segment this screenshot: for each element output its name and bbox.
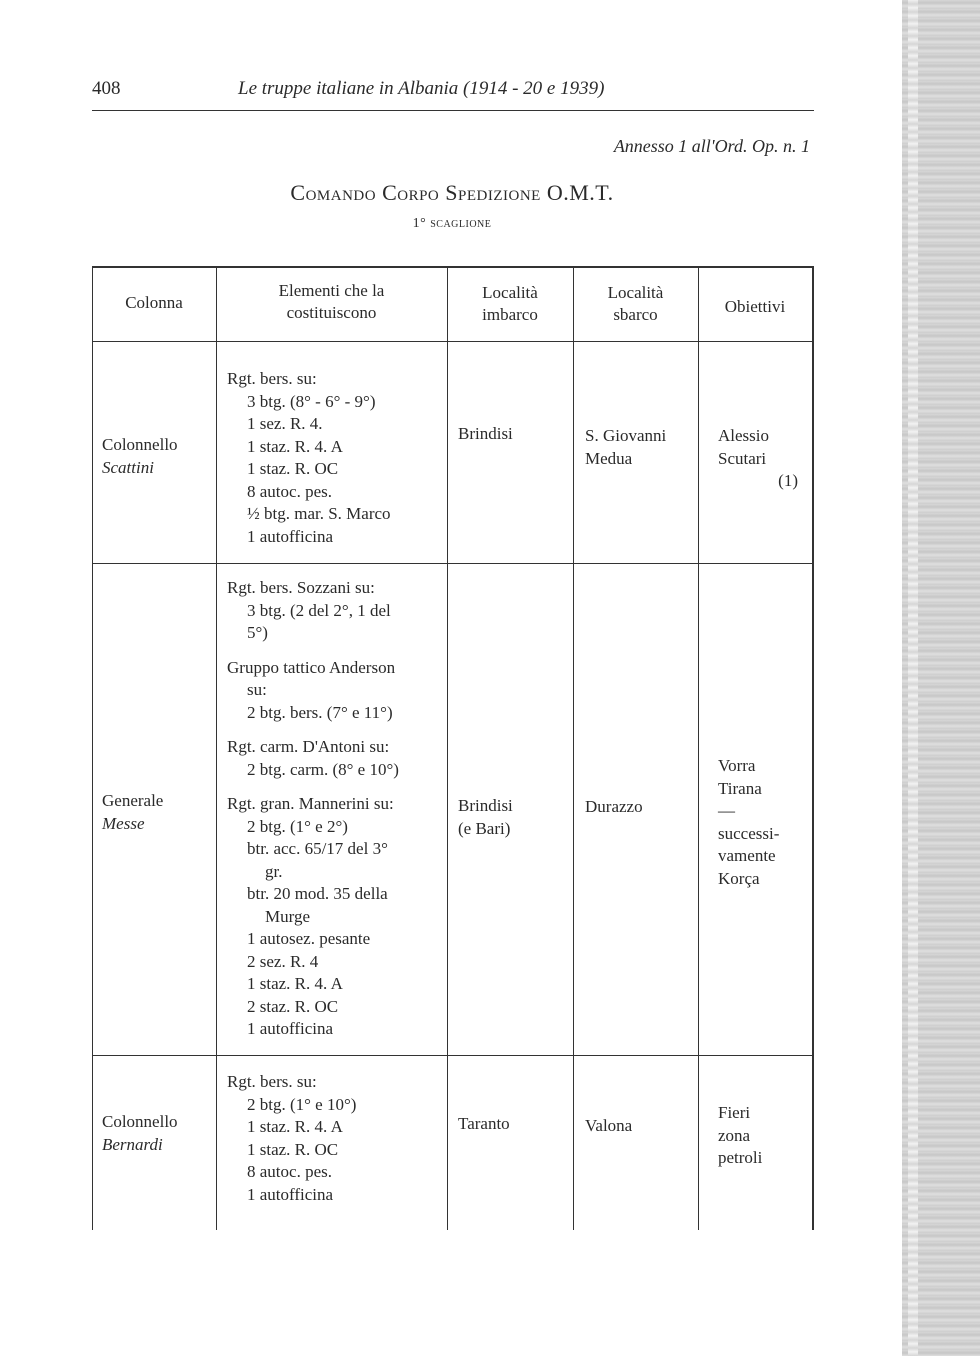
column-rule xyxy=(573,266,574,1230)
deployment-table xyxy=(92,266,814,1230)
commander-rank: Colonnello xyxy=(102,435,178,454)
column-header-text: Elementi che la xyxy=(278,281,385,300)
element-line: 1 staz. R. 4. A xyxy=(247,1117,343,1136)
objective: Tirana xyxy=(718,778,762,798)
column-header-text: Obiettivi xyxy=(724,297,786,316)
objective: successi- xyxy=(718,823,780,843)
objective: Fieri xyxy=(718,1103,751,1122)
document-title: Comando Corpo Spedizione O.M.T. xyxy=(290,180,614,205)
header-rule xyxy=(92,110,814,111)
element-line: 5°) xyxy=(247,623,268,642)
element-line: 1 staz. R. 4. A xyxy=(247,974,343,993)
row-2-obiettivi xyxy=(718,755,808,890)
element-line: Rgt. bers. su: xyxy=(227,1072,317,1091)
objective: Korça xyxy=(718,868,760,888)
row-2-colonna xyxy=(102,790,214,835)
row-divider xyxy=(92,563,814,564)
footnote-ref: (1) xyxy=(778,471,798,490)
column-header-imbarco xyxy=(447,282,573,326)
objective: Alessio xyxy=(718,426,769,445)
objective-separator: — xyxy=(718,801,735,820)
element-line: Rgt. gran. Mannerini su: xyxy=(227,794,394,813)
element-line: btr. 20 mod. 35 della xyxy=(247,884,388,903)
element-line: gr. xyxy=(265,861,283,881)
element-line: 3 btg. (2 del 2°, 1 del xyxy=(247,600,391,620)
element-line: btr. acc. 65/17 del 3° xyxy=(247,839,388,858)
row-3-imbarco xyxy=(458,1113,570,1136)
element-line: Murge xyxy=(265,906,311,926)
row-3-obiettivi xyxy=(718,1102,808,1170)
element-line: 1 autosez. pesante xyxy=(247,929,371,948)
element-line: 2 sez. R. 4 xyxy=(247,951,319,971)
element-line: Rgt. bers. Sozzani su: xyxy=(227,578,375,597)
annex-label: Annesso 1 all'Ord. Op. n. 1 xyxy=(613,136,810,156)
element-line: 1 staz. R. 4. A xyxy=(247,436,343,456)
scanned-page-edge-shadow xyxy=(908,0,918,1356)
commander-rank: Generale xyxy=(102,791,164,810)
element-line: su: xyxy=(247,680,267,699)
table-top-rule xyxy=(92,266,814,268)
column-header-text: imbarco xyxy=(482,305,538,324)
column-header-text: costituiscono xyxy=(286,303,377,322)
landing-location: Valona xyxy=(585,1116,633,1135)
objective: vamente xyxy=(718,846,776,865)
running-header xyxy=(92,78,812,108)
objective: petroli xyxy=(718,1148,763,1167)
row-1-imbarco xyxy=(458,423,570,446)
embark-location: Brindisi xyxy=(458,796,513,815)
column-rule xyxy=(698,266,699,1230)
column-header-text: Località xyxy=(482,283,538,302)
element-line: 1 autofficina xyxy=(247,526,334,546)
table-left-rule xyxy=(92,266,93,1230)
element-line: 1 staz. R. OC xyxy=(247,459,339,478)
commander-name: Bernardi xyxy=(102,1134,163,1154)
column-header-sbarco xyxy=(573,282,698,326)
row-3-elements xyxy=(227,1071,447,1206)
element-line: 1 autofficina xyxy=(247,1019,334,1038)
row-2-imbarco xyxy=(458,795,570,840)
column-rule xyxy=(216,266,217,1230)
page-number: 408 xyxy=(92,78,121,99)
element-line: 1 staz. R. OC xyxy=(247,1139,339,1159)
element-line: 3 btg. (8° - 6° - 9°) xyxy=(247,391,376,411)
element-line: 2 btg. (1° e 2°) xyxy=(247,816,348,836)
element-line: Gruppo tattico Anderson xyxy=(227,657,396,677)
landing-location: Medua xyxy=(585,448,633,468)
landing-location: Durazzo xyxy=(585,797,643,816)
table-right-rule xyxy=(812,266,814,1230)
row-2-sbarco xyxy=(585,796,698,819)
element-line: 8 autoc. pes. xyxy=(247,481,332,501)
table-header-rule xyxy=(92,341,814,342)
objective: zona xyxy=(718,1125,751,1145)
document-subtitle: 1° scaglione xyxy=(412,216,492,231)
column-header-colonna xyxy=(92,292,216,314)
element-line: 1 sez. R. 4. xyxy=(247,414,323,433)
row-1-sbarco xyxy=(585,425,698,470)
element-line: ½ btg. mar. S. Marco xyxy=(247,504,391,523)
element-line: 1 autofficina xyxy=(247,1184,334,1204)
row-3-sbarco xyxy=(585,1115,698,1138)
embark-location: Taranto xyxy=(458,1114,510,1133)
column-header-text: Colonna xyxy=(125,293,183,312)
element-line: Rgt. carm. D'Antoni su: xyxy=(227,737,390,756)
column-header-elementi xyxy=(216,280,447,324)
column-header-obiettivi xyxy=(698,296,812,318)
embark-location: (e Bari) xyxy=(458,818,511,838)
objective: Vorra xyxy=(718,756,756,775)
objective: Scutari xyxy=(718,448,767,468)
column-header-text: sbarco xyxy=(613,305,658,324)
column-header-text: Località xyxy=(607,283,664,302)
landing-location: S. Giovanni xyxy=(585,426,667,445)
element-line: 8 autoc. pes. xyxy=(247,1162,332,1181)
element-line: 2 btg. (1° e 10°) xyxy=(247,1094,357,1114)
element-line: Rgt. bers. su: xyxy=(227,369,317,388)
row-1-colonna xyxy=(102,434,214,479)
element-line: 2 btg. bers. (7° e 11°) xyxy=(247,702,393,722)
running-title: Le truppe italiane in Albania (1914 - 20 e 1939) xyxy=(238,78,605,99)
commander-name: Messe xyxy=(102,813,145,833)
row-3-colonna xyxy=(102,1111,214,1156)
commander-name: Scattini xyxy=(102,457,154,477)
element-line: 2 staz. R. OC xyxy=(247,996,339,1016)
row-1-elements xyxy=(227,368,447,548)
row-1-obiettivi xyxy=(718,425,798,493)
commander-rank: Colonnello xyxy=(102,1112,178,1131)
embark-location: Brindisi xyxy=(458,424,513,443)
row-divider xyxy=(92,1055,814,1056)
row-2-elements xyxy=(227,577,449,1041)
element-line: 2 btg. carm. (8° e 10°) xyxy=(247,759,399,779)
